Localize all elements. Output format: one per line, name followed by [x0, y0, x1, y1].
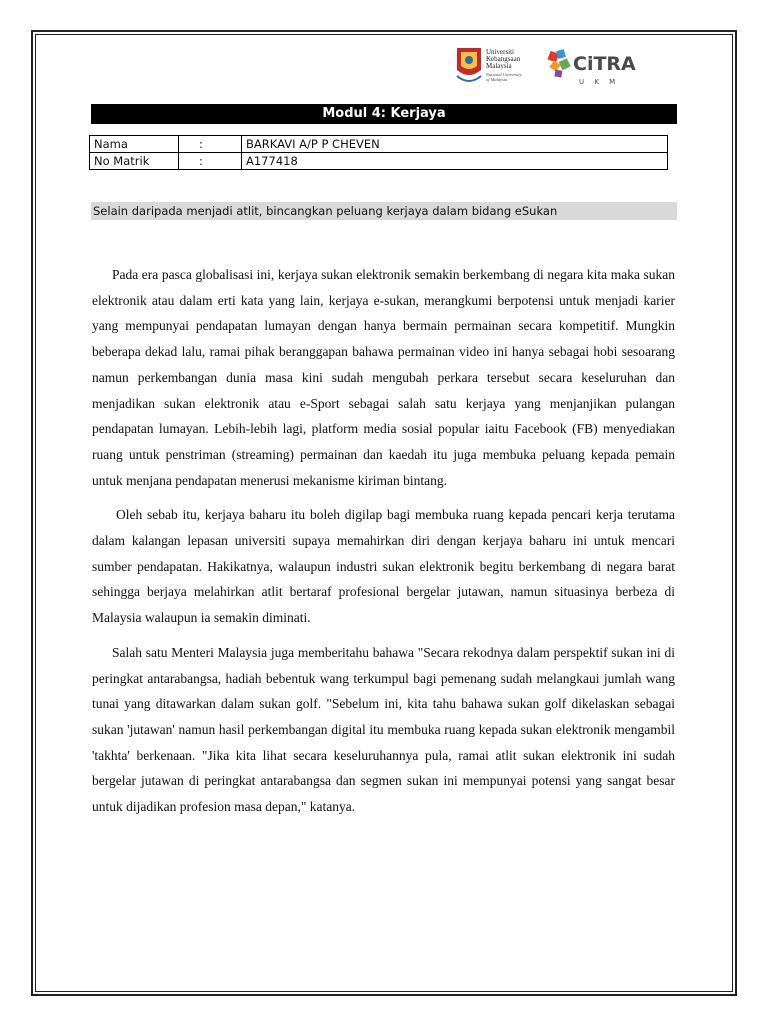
question-prompt: Selain daripada menjadi atlit, bincangkan peluang kerjaya dalam bidang eSukan	[91, 202, 677, 220]
citra-logo	[547, 48, 645, 88]
info-row-name	[90, 136, 668, 153]
citra-logo-name: CiTRA	[573, 53, 636, 75]
header-logos	[455, 44, 645, 92]
ukm-logo-line-1: Universiti	[486, 48, 514, 56]
ukm-logo-tagline-1: National University	[486, 72, 522, 77]
essay-paragraph-1-text: Pada era pasca globalisasi ini, kerjaya sukan elektronik semakin berkembang di negara kita maka sukan elektronik atau dalam erti kata yang lain, kerjaya e-sukan, merangkumi berpotensi untuk menjadi karier yang mempunyai pendapatan lumayan dengan hanya bermain permainan secara kompetitif. Mungkin beberapa dekad lalu, ramai pihak beranggapan bahawa permainan video ini hanya sebagai hobi sesoarang namun perkembangan dunia masa kini sudah mengubah perkara tersebut secara keseluruhan dan menjadikan sukan elektronik atau e-Sport sebagai salah satu kerjaya yang menjanjikan pulangan pendapatan lumayan. Lebih-lebih lagi, platform media sosial popular iaitu Facebook (FB) menyediakan ruang untuk penstriman (streaming) permainan dan kaedah itu juga membuka peluang kepada pemain untuk menjana pendapatan menerusi mekanisme kiriman bintang.	[92, 267, 675, 488]
ukm-logo-line-2: Kebangsaan	[486, 55, 521, 63]
info-row-matric	[90, 153, 668, 170]
info-label-matric: No Matrik	[90, 153, 179, 170]
info-sep-name: :	[179, 136, 242, 153]
ukm-logo-tagline-2: of Malaysia	[486, 77, 508, 82]
essay-paragraph-1	[92, 262, 675, 493]
citra-logo-sub: U K M	[579, 78, 620, 86]
essay-paragraph-3	[92, 640, 675, 820]
student-info-table	[89, 135, 668, 170]
ukm-logo-line-3: Malaysia	[486, 62, 512, 70]
info-sep-matric: :	[179, 153, 242, 170]
essay-body	[92, 262, 675, 820]
essay-paragraph-2-text: Oleh sebab itu, kerjaya baharu itu boleh digilap bagi membuka ruang kepada pencari kerja terutama dalam kalangan lepasan universiti supaya memahirkan diri dengan kerjaya baharu ini untuk mencari sumber pendapatan. Hakikatnya, walaupun industri sukan elektronik begitu berkembang di negara barat sehingga berjaya melahirkan atlit bertaraf profesional bergelar jutawan, namun situasinya berbeza di Malaysia walaupun ia semakin diminati.	[92, 507, 675, 626]
essay-paragraph-3-text: Salah satu Menteri Malaysia juga memberitahu bahawa "Secara rekodnya dalam perspektif sukan ini di peringkat antarabangsa, hadiah bebentuk wang terkumpul bagi pemenang sudah melangkaui jumlah wang tunai yang ditawarkan dalam sukan golf. "Sebelum ini, kita tahu bahawa sukan golf dikelaskan sebagai sukan 'jutawan' namun hasil perkembangan digital itu membuka ruang kepada sukan elektronik mengambil 'takhta' berkenaan. "Jika kita lihat secara keseluruhannya pula, ramai atlit sukan elektronik ini sudah bergelar jutawan di peringkat antarabangsa dan segmen sukan ini mempunyai potensi yang sangat besar untuk dijadikan profesion masa depan," katanya.	[92, 644, 675, 815]
info-value-matric: A177418	[242, 153, 668, 170]
info-value-name: BARKAVI A/P P CHEVEN	[242, 136, 668, 153]
ukm-logo	[455, 44, 543, 90]
essay-paragraph-2	[92, 502, 675, 631]
info-label-name: Nama	[90, 136, 179, 153]
module-title: Modul 4: Kerjaya	[91, 104, 677, 124]
